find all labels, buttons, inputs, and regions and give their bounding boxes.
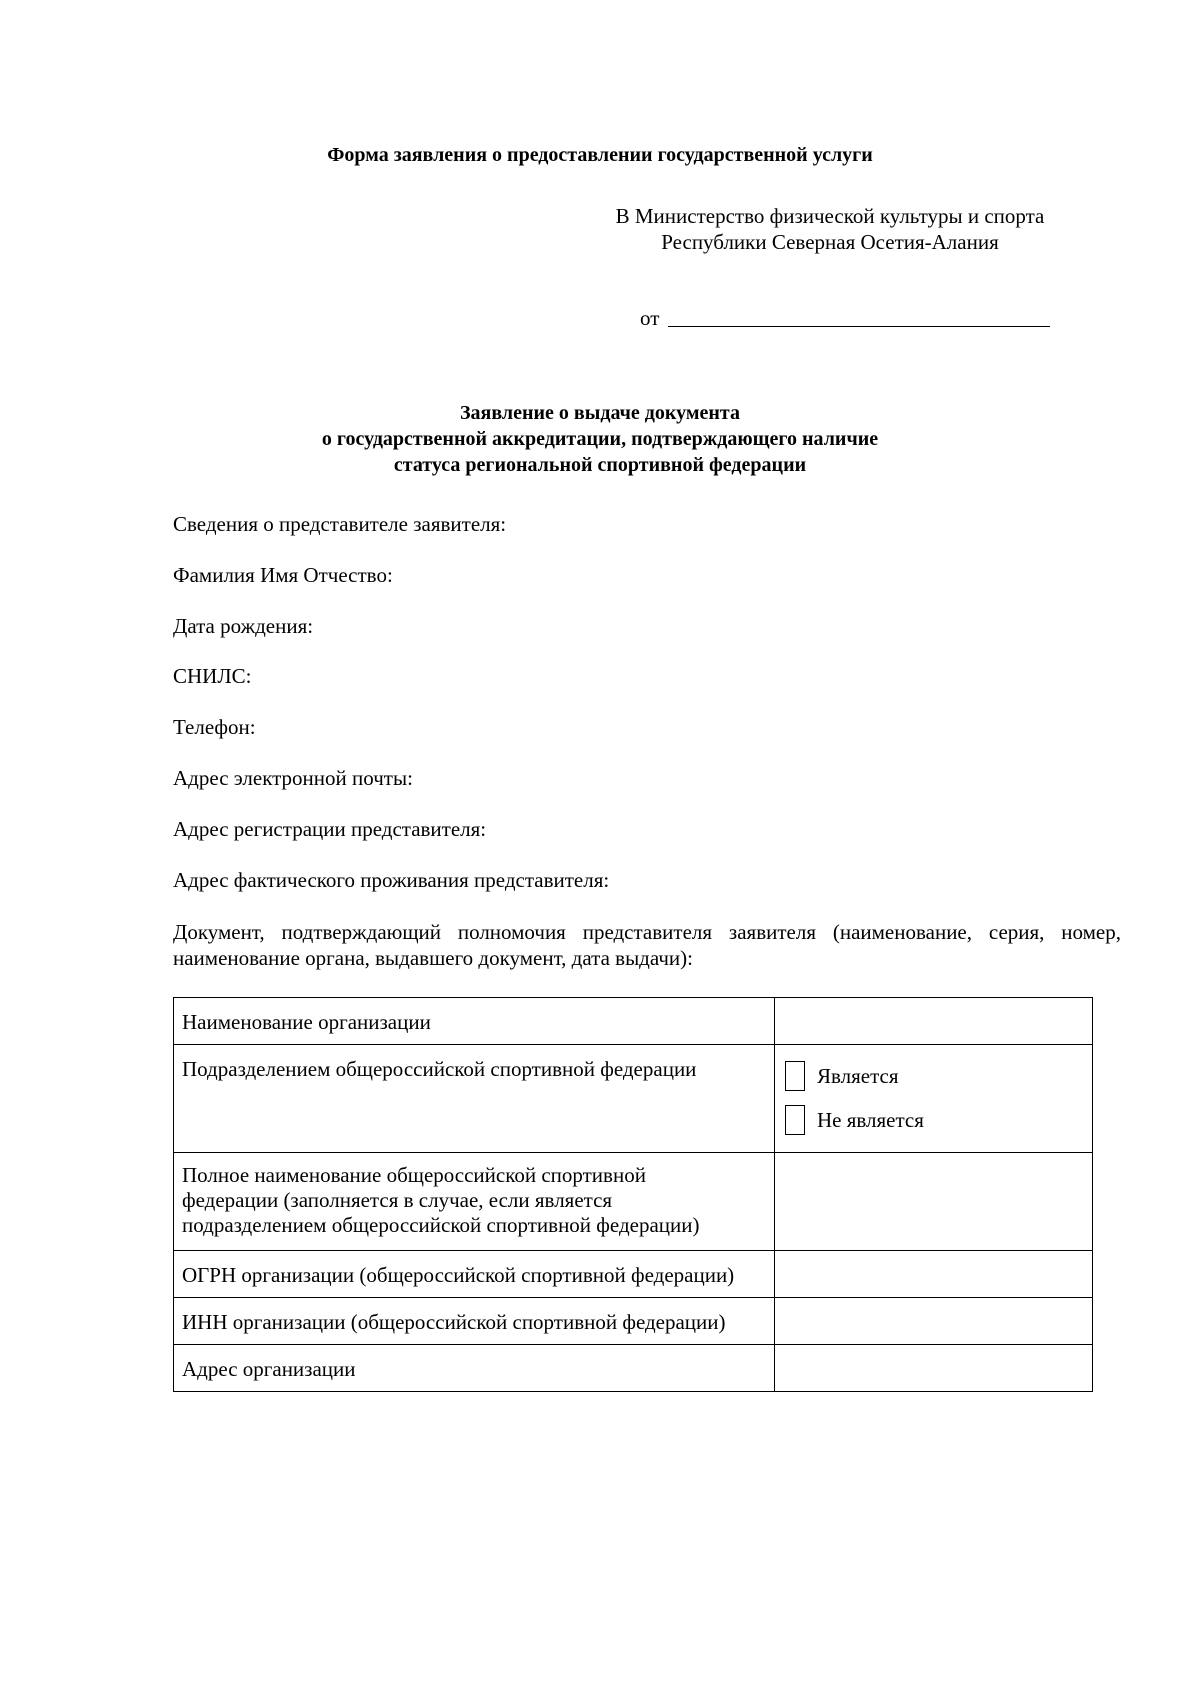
organization-table [173,997,1093,1392]
option-no[interactable] [785,1103,1086,1137]
option-yes[interactable] [785,1059,1086,1093]
subdivision-options-cell [775,1045,1093,1153]
ogrn-value-cell[interactable] [775,1251,1093,1298]
table-label-cell [174,1345,775,1392]
option-yes-label: Является [817,1063,899,1088]
org-address-label: Адрес организации [182,1357,356,1381]
table-row [174,1045,1093,1153]
title-line: о государственной аккредитации, подтверждающего наличие [321,428,879,450]
federation-name-value-cell[interactable] [775,1153,1093,1251]
from-blank-line[interactable] [668,326,1050,327]
table-label-cell [174,1045,775,1153]
table-row [174,998,1093,1045]
org-name-value-cell[interactable] [775,998,1093,1045]
authority-document-label [173,919,1121,971]
phone-label: Телефон: [173,715,256,739]
table-row [174,1298,1093,1345]
org-address-value-cell[interactable] [775,1345,1093,1392]
addressee-block [560,203,1100,255]
snils-label: СНИЛС: [173,664,252,688]
org-name-label: Наименование организации [182,1010,431,1034]
checkbox-yes[interactable] [785,1061,805,1091]
checkbox-no[interactable] [785,1105,805,1135]
table-label-cell [174,1153,775,1251]
table-row [174,1153,1093,1251]
document-line: Документ, подтверждающий полномочия представителя заявителя (наименование, серия, номер, [173,920,1121,944]
inn-value-cell[interactable] [775,1298,1093,1345]
title-line: Заявление о выдаче документа [459,402,740,424]
full-name-label: Фамилия Имя Отчество: [173,563,393,587]
option-no-label: Не является [817,1107,924,1132]
table-row [174,1345,1093,1392]
table-label-cell [174,1251,775,1298]
addressee-line: Республики Северная Осетия-Алания [661,230,999,254]
table-label-cell [174,1298,775,1345]
addressee-line: В Министерство физической культуры и спорта [615,204,1045,228]
federation-name-label-line: Полное наименование общероссийской спортивной [182,1163,646,1187]
actual-address-label: Адрес фактического проживания представителя: [173,868,610,892]
birth-date-label: Дата рождения: [173,614,314,638]
table-row [174,1251,1093,1298]
section-label: Сведения о представителе заявителя: [173,512,507,536]
form-heading: Форма заявления о предоставлении государственной услуги [327,144,873,166]
document-line: наименование органа, выдавшего документ, дата выдачи): [173,946,693,970]
statement-title [0,400,1200,478]
federation-name-label-line: подразделением общероссийской спортивной федерации) [182,1213,700,1237]
table-label-cell [174,998,775,1045]
reg-address-label: Адрес регистрации представителя: [173,817,487,841]
subdivision-label: Подразделением общероссийской спортивной федерации [182,1057,697,1081]
ogrn-label: ОГРН организации (общероссийской спортивной федерации) [182,1263,735,1287]
federation-name-label-line: федерации (заполняется в случае, если является [182,1188,613,1212]
inn-label: ИНН организации (общероссийской спортивной федерации) [182,1310,726,1334]
email-label: Адрес электронной почты: [173,766,413,790]
title-line: статуса региональной спортивной федерации [393,454,807,476]
from-label: от [640,306,660,330]
